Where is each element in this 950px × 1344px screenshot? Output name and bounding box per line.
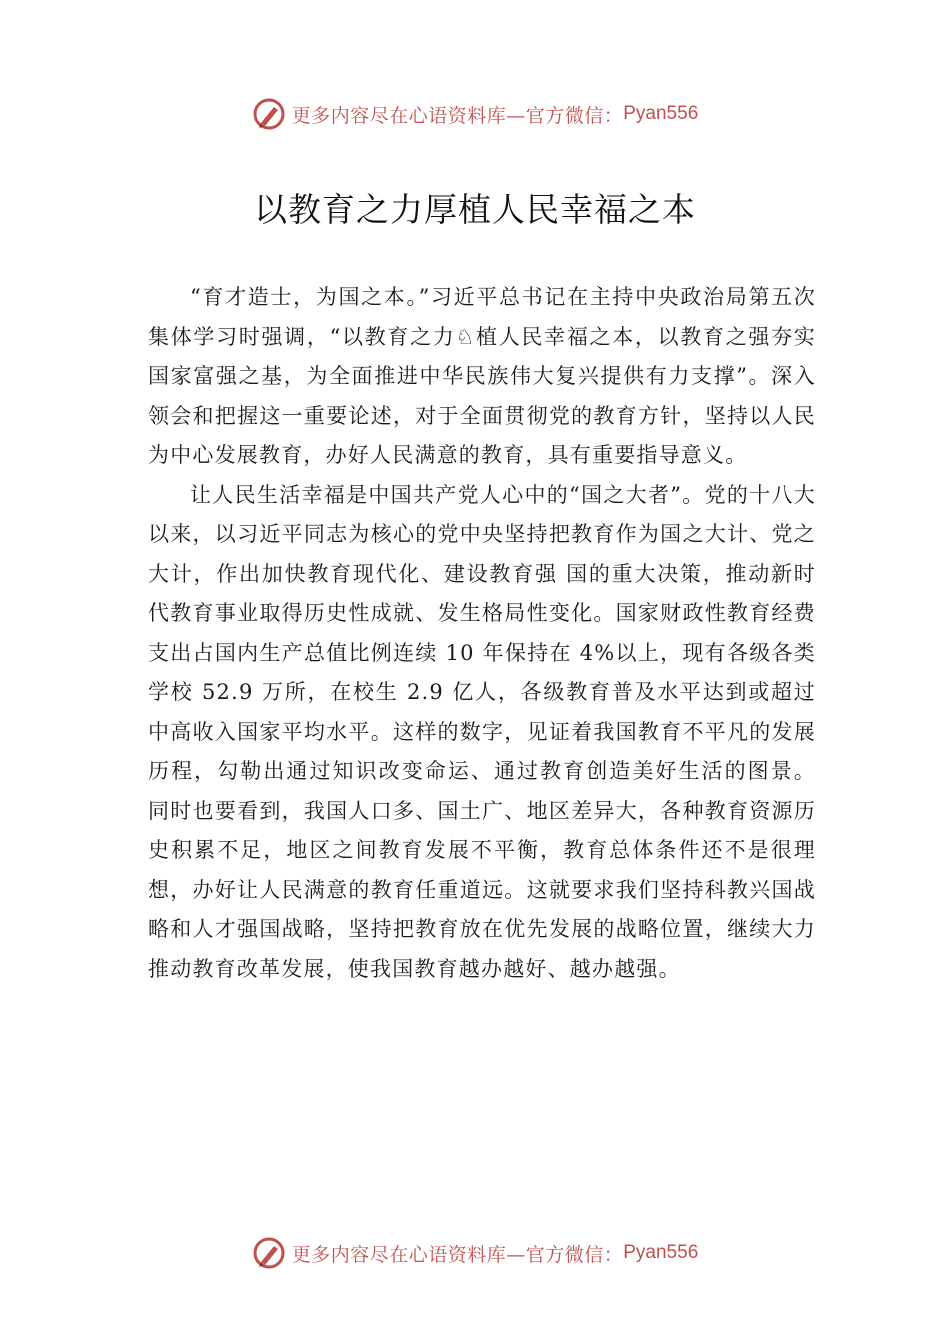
- header-wechat-id: Pyan556: [623, 103, 699, 124]
- pen-logo-icon: [252, 97, 286, 131]
- paragraph: 让人民生活幸福是中国共产党人心中的“国之大者”。党的十八大以来，以习近平同志为核心的党中央坚持把教育作为国之大计、党之大计，作出加快教育现代化、建设教育强 国的重大决策，推动新时代教育事业取得历史性成就、发生格局性变化。国家财政性教育经费支出占国内生产总值比例连续 10 年保持在 4%以上，现有各级各类学校 52.9 万所，在校生 2.9 亿人，各级教育普及水平达到或超过中高收入国家平均水平。这样的数字，见证着我国教育不平凡的发展历程，勾勒出通过知识改变命运、通过教育创造美好生活的图景。 同时也要看到，我国人口多、国土广、地区差异大，各种教育资源历史积累不足，地区之间教育发展不平衡，教育总体条件还不是很理想，办好让人民满意的教育任重道远。这就要求我们坚持科教兴国战略和人才强国战略，坚持把教育放在优先发展的战略位置，继续大力推动教育改革发展，使我国教育越办越好、越办越强。: [148, 482, 816, 981]
- document-title: 以教育之力厚植人民幸福之本: [254, 190, 696, 229]
- footer-banner: [0, 1233, 950, 1273]
- header-banner-text: 更多内容尽在心语资料库—官方微信：: [291, 104, 624, 127]
- pen-logo-icon: [252, 1236, 286, 1270]
- paragraph: “育才造士，为国之本。”习近平总书记在主持中央政治局第五次集体学习时强调，“以教育之力♘植人民幸福之本，以教育之强夯实国家富强之基，为全面推进中华民族伟大复兴提供有力支撑”。深入领会和把握这一重要论述，对于全面贯彻党的教育方针，坚持以人民为中心发展教育，办好人民满意的教育，具有重要指导意义。: [148, 285, 816, 467]
- document-body: [148, 278, 816, 989]
- header-banner: [0, 94, 950, 134]
- footer-banner-text: 更多内容尽在心语资料库—官方微信：: [291, 1243, 624, 1266]
- footer-wechat-id: Pyan556: [623, 1242, 699, 1263]
